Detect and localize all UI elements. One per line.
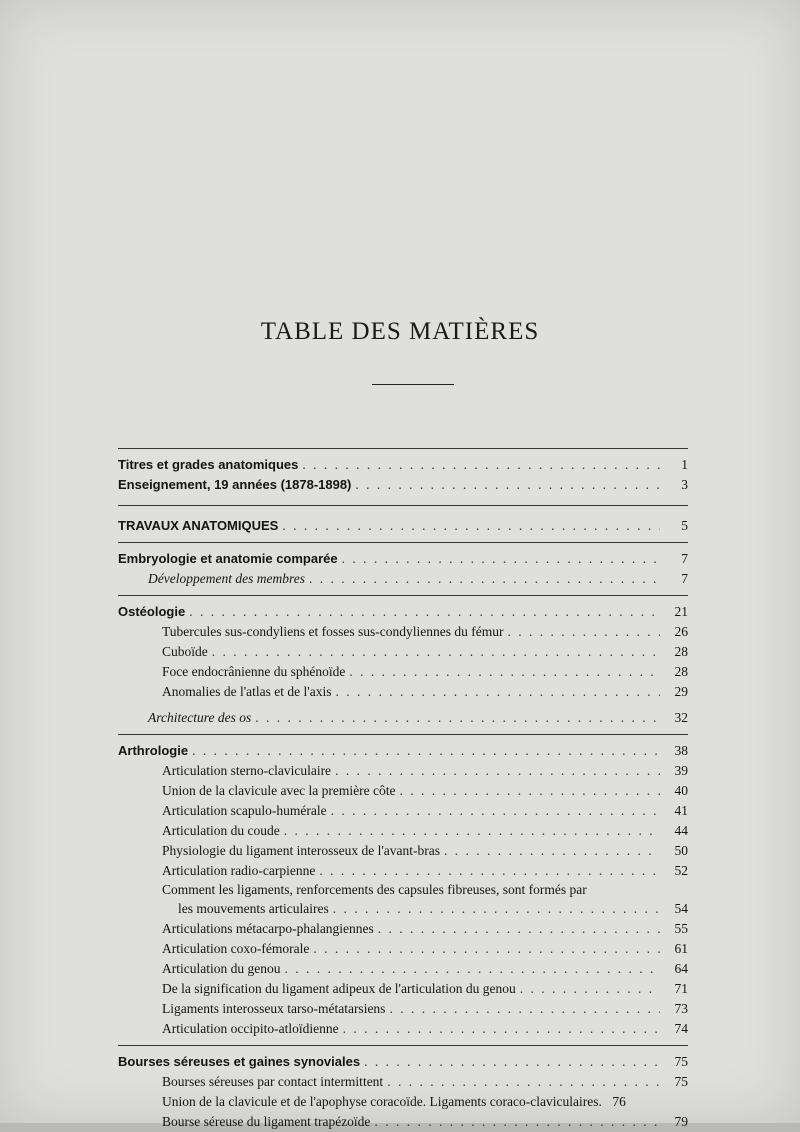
toc-entry-page: 28 bbox=[674, 664, 688, 679]
toc-entry-label: TRAVAUX ANATOMIQUES bbox=[118, 518, 279, 533]
dot-leader bbox=[444, 841, 660, 861]
dot-leader bbox=[364, 1052, 660, 1072]
toc-entry bbox=[118, 861, 688, 881]
toc-entry-page: 76 bbox=[612, 1094, 626, 1109]
toc-entry-page: 28 bbox=[674, 644, 688, 659]
toc-entry-page: 75 bbox=[674, 1074, 688, 1089]
toc-entry-label: De la signification du ligament adipeux de l'articulation du genou bbox=[162, 981, 516, 996]
dot-leader bbox=[507, 622, 660, 642]
toc-entry bbox=[118, 919, 688, 939]
toc-entry-label: Articulation occipito-atloïdienne bbox=[162, 1021, 339, 1036]
toc-entry bbox=[118, 549, 688, 569]
toc-section bbox=[118, 734, 688, 1045]
dot-leader bbox=[355, 475, 660, 495]
toc-entry-label: Cuboïde bbox=[162, 644, 208, 659]
toc-entry-label: Articulation sterno-claviculaire bbox=[162, 763, 332, 778]
toc-entry bbox=[118, 801, 688, 821]
toc-entry-label: Bourses séreuses et gaines synoviales bbox=[118, 1054, 361, 1069]
dot-leader bbox=[349, 662, 660, 682]
toc-entry-page: 71 bbox=[674, 981, 688, 996]
dot-leader bbox=[302, 455, 660, 475]
toc-entry-page: 29 bbox=[674, 684, 688, 699]
dot-leader bbox=[342, 549, 660, 569]
dot-leader bbox=[189, 602, 660, 622]
toc-entry-page: 38 bbox=[674, 743, 688, 758]
toc-entry-label: Bourse séreuse du ligament trapézoïde bbox=[162, 1114, 371, 1129]
toc-entry bbox=[118, 781, 688, 801]
toc-entry bbox=[118, 455, 688, 475]
toc-entry bbox=[118, 516, 688, 536]
toc-entry-label: Comment les ligaments, renforcements des capsules fibreuses, sont formés par bbox=[162, 882, 587, 897]
dot-leader bbox=[192, 741, 660, 761]
toc-entry bbox=[118, 881, 688, 899]
toc-entry bbox=[118, 1112, 688, 1132]
dot-leader bbox=[212, 642, 660, 662]
toc-entry bbox=[118, 622, 688, 642]
toc-entry-label: Enseignement, 19 années (1878-1898) bbox=[118, 477, 352, 492]
dot-leader bbox=[335, 761, 660, 781]
dot-leader bbox=[400, 781, 660, 801]
toc-entry-page: 1 bbox=[681, 457, 688, 472]
toc-entry-label: Foce endocrânienne du sphénoïde bbox=[162, 664, 346, 679]
toc-section bbox=[118, 1045, 688, 1132]
toc-entry-page: 79 bbox=[674, 1114, 688, 1129]
dot-leader bbox=[331, 801, 660, 821]
toc-entry-page: 3 bbox=[681, 477, 688, 492]
toc-entry-label: Ostéologie bbox=[118, 604, 186, 619]
toc-entry bbox=[118, 1072, 688, 1092]
dot-leader bbox=[335, 682, 660, 702]
toc-entry-page: 75 bbox=[674, 1054, 688, 1069]
toc-entry-page: 64 bbox=[674, 961, 688, 976]
toc-entry-label: Arthrologie bbox=[118, 743, 189, 758]
toc-entry bbox=[118, 841, 688, 861]
toc-section bbox=[118, 542, 688, 595]
toc-entry bbox=[118, 569, 688, 589]
toc-entry-page: 7 bbox=[681, 551, 688, 566]
toc-entry-label: Articulation du genou bbox=[162, 961, 281, 976]
toc-entry-label: Articulations métacarpo-phalangiennes bbox=[162, 921, 374, 936]
toc-entry-page: 21 bbox=[674, 604, 688, 619]
toc-entry-page: 41 bbox=[674, 803, 688, 818]
dot-leader bbox=[374, 1112, 660, 1132]
toc-entry-label: Union de la clavicule et de l'apophyse coracoïde. Ligaments coraco-claviculaires. bbox=[162, 1094, 602, 1109]
table-of-contents bbox=[118, 448, 688, 1132]
toc-entry bbox=[118, 959, 688, 979]
toc-entry-label: Union de la clavicule avec la première côte bbox=[162, 783, 396, 798]
toc-entry bbox=[118, 642, 688, 662]
dot-leader bbox=[284, 959, 660, 979]
toc-entry bbox=[118, 662, 688, 682]
toc-entry bbox=[118, 821, 688, 841]
toc-entry-label: Articulation scapulo-humérale bbox=[162, 803, 327, 818]
toc-entry bbox=[118, 682, 688, 702]
dot-leader bbox=[255, 708, 660, 728]
dot-leader bbox=[282, 516, 660, 536]
toc-entry bbox=[118, 708, 688, 728]
dot-leader bbox=[387, 1072, 660, 1092]
toc-entry-label: les mouvements articulaires bbox=[178, 901, 329, 916]
toc-entry-label: Tubercules sus-condyliens et fosses sus-condyliennes du fémur bbox=[162, 624, 504, 639]
toc-entry-label: Articulation radio-carpienne bbox=[162, 863, 316, 878]
toc-entry-page: 26 bbox=[674, 624, 688, 639]
toc-entry-page: 32 bbox=[674, 710, 688, 725]
toc-entry bbox=[118, 979, 688, 999]
toc-entry-page: 55 bbox=[674, 921, 688, 936]
toc-section bbox=[118, 505, 688, 542]
dot-leader bbox=[309, 569, 660, 589]
toc-entry-page: 7 bbox=[681, 571, 688, 586]
toc-entry-page: 44 bbox=[674, 823, 688, 838]
toc-entry bbox=[118, 741, 688, 761]
toc-entry-page: 74 bbox=[674, 1021, 688, 1036]
dot-leader bbox=[333, 899, 660, 919]
toc-entry-page: 61 bbox=[674, 941, 688, 956]
toc-entry-page: 39 bbox=[674, 763, 688, 778]
toc-entry-page: 54 bbox=[674, 901, 688, 916]
dot-leader bbox=[319, 861, 660, 881]
toc-entry-page: 52 bbox=[674, 863, 688, 878]
toc-entry-label: Développement des membres bbox=[148, 571, 305, 586]
toc-entry bbox=[118, 602, 688, 622]
dot-leader bbox=[313, 939, 660, 959]
toc-entry-page: 73 bbox=[674, 1001, 688, 1016]
dot-leader bbox=[378, 919, 660, 939]
title-rule bbox=[372, 384, 454, 385]
toc-entry-label: Bourses séreuses par contact intermittent bbox=[162, 1074, 384, 1089]
toc-entry bbox=[118, 999, 688, 1019]
toc-entry-label: Ligaments interosseux tarso-métatarsiens bbox=[162, 1001, 386, 1016]
toc-entry-label: Articulation du coude bbox=[162, 823, 280, 838]
toc-entry bbox=[118, 475, 688, 495]
toc-section bbox=[118, 448, 688, 505]
toc-entry-label: Physiologie du ligament interosseux de l'avant-bras bbox=[162, 843, 441, 858]
dot-leader bbox=[389, 999, 660, 1019]
toc-entry bbox=[118, 1019, 688, 1039]
toc-entry-label: Anomalies de l'atlas et de l'axis bbox=[162, 684, 332, 699]
page-title: TABLE DES MATIÈRES bbox=[260, 318, 540, 345]
toc-entry-label: Articulation coxo-fémorale bbox=[162, 941, 310, 956]
toc-entry bbox=[118, 1092, 688, 1112]
toc-entry-page: 50 bbox=[674, 843, 688, 858]
toc-entry bbox=[118, 939, 688, 959]
toc-entry-label: Embryologie et anatomie comparée bbox=[118, 551, 338, 566]
toc-entry-label: Titres et grades anatomiques bbox=[118, 457, 299, 472]
toc-entry bbox=[118, 1052, 688, 1072]
toc-entry bbox=[118, 761, 688, 781]
toc-entry bbox=[118, 899, 688, 919]
toc-entry-page: 40 bbox=[674, 783, 688, 798]
dot-leader bbox=[284, 821, 660, 841]
dot-leader bbox=[343, 1019, 660, 1039]
toc-section bbox=[118, 595, 688, 734]
toc-entry-label: Architecture des os bbox=[148, 710, 252, 725]
dot-leader bbox=[520, 979, 660, 999]
toc-entry-page: 5 bbox=[681, 518, 688, 533]
